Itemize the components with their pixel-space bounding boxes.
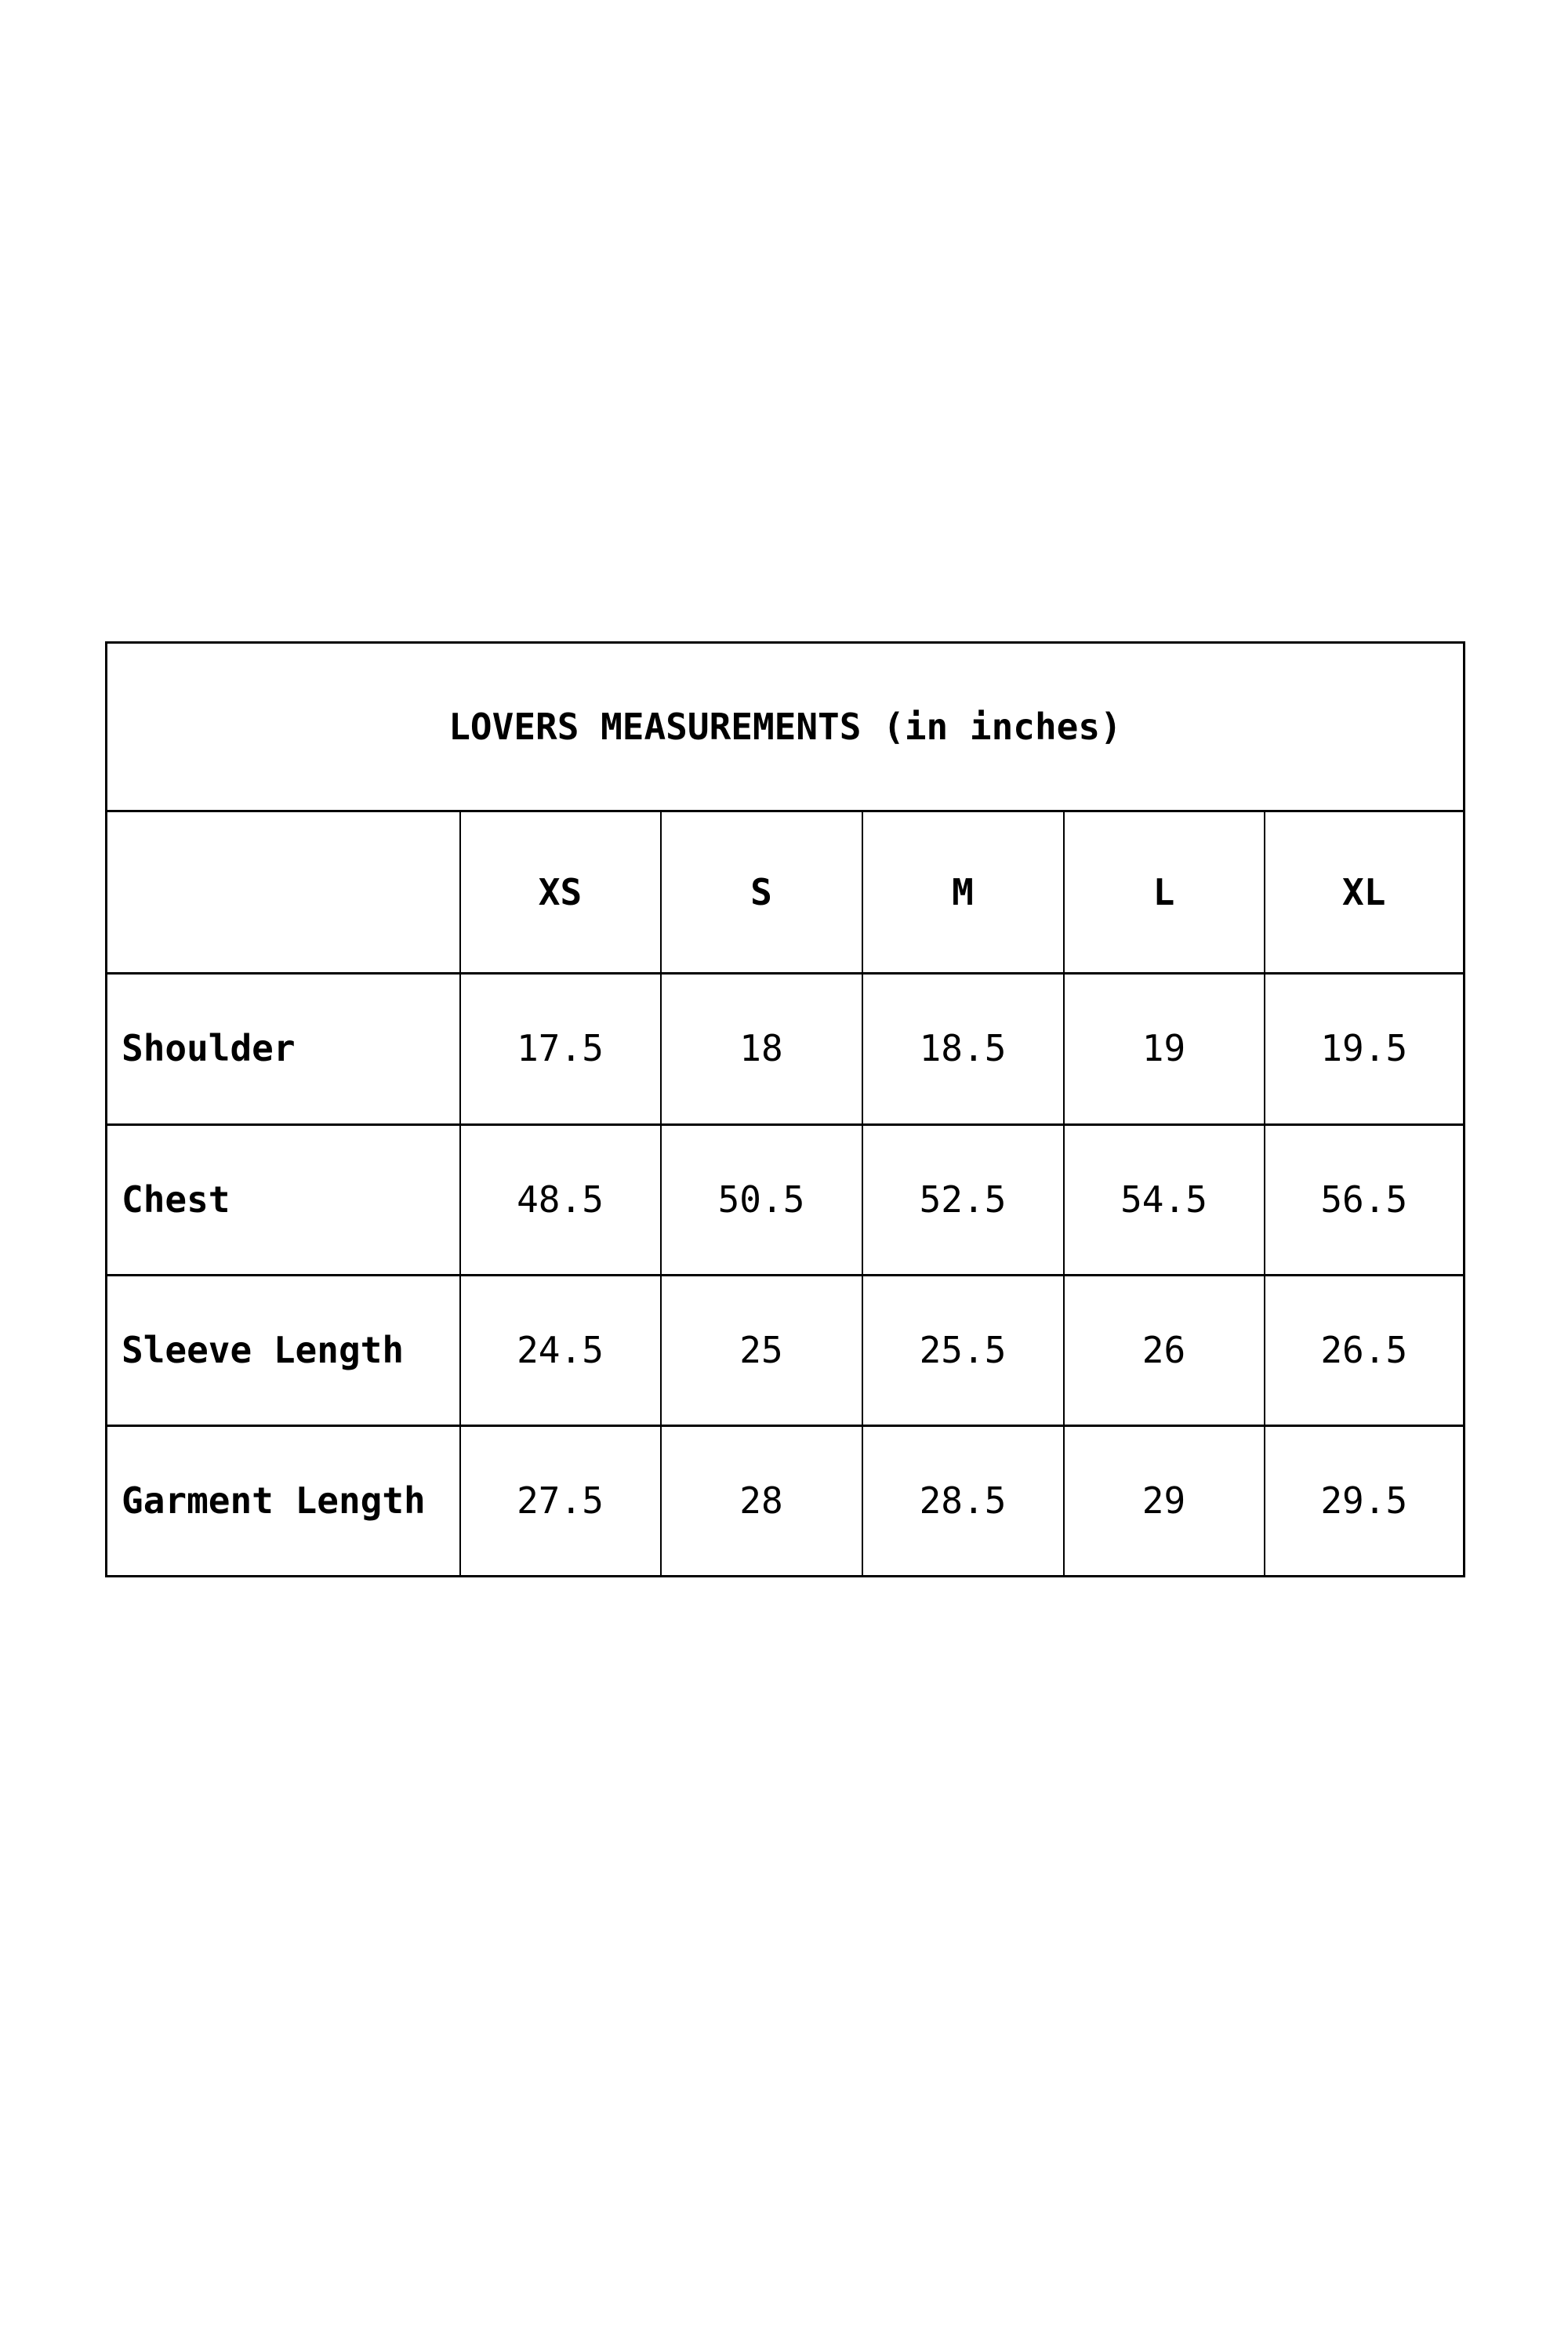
cell-value: 25 bbox=[661, 1275, 862, 1425]
cell-value: 25.5 bbox=[862, 1275, 1064, 1425]
cell-value: 50.5 bbox=[661, 1124, 862, 1275]
table-title: LOVERS MEASUREMENTS (in inches) bbox=[448, 705, 1122, 748]
cell-value: 18.5 bbox=[862, 974, 1064, 1124]
cell-value: 29 bbox=[1064, 1425, 1265, 1576]
col-header-m: M bbox=[862, 811, 1064, 974]
table-row-shoulder bbox=[107, 974, 1465, 1124]
col-header-l: L bbox=[1064, 811, 1265, 974]
table-row-garment-length bbox=[107, 1425, 1465, 1576]
table-row-sleeve-length bbox=[107, 1275, 1465, 1425]
cell-value: 52.5 bbox=[862, 1124, 1064, 1275]
cell-value: 28 bbox=[661, 1425, 862, 1576]
cell-value: 26 bbox=[1064, 1275, 1265, 1425]
size-header-row bbox=[107, 811, 1465, 974]
row-label: Sleeve Length bbox=[107, 1275, 460, 1425]
cell-value: 26.5 bbox=[1265, 1275, 1465, 1425]
cell-value: 17.5 bbox=[460, 974, 661, 1124]
cell-value: 54.5 bbox=[1064, 1124, 1265, 1275]
col-header-xl: XL bbox=[1265, 811, 1465, 974]
cell-value: 48.5 bbox=[460, 1124, 661, 1275]
cell-value: 27.5 bbox=[460, 1425, 661, 1576]
table-title-row bbox=[107, 643, 1465, 811]
corner-cell bbox=[107, 811, 460, 974]
row-label: Chest bbox=[107, 1124, 460, 1275]
size-chart-table bbox=[105, 641, 1465, 1577]
cell-value: 28.5 bbox=[862, 1425, 1064, 1576]
cell-value: 18 bbox=[661, 974, 862, 1124]
table-row-chest bbox=[107, 1124, 1465, 1275]
row-label: Garment Length bbox=[107, 1425, 460, 1576]
col-header-s: S bbox=[661, 811, 862, 974]
cell-value: 19.5 bbox=[1265, 974, 1465, 1124]
cell-value: 56.5 bbox=[1265, 1124, 1465, 1275]
cell-value: 24.5 bbox=[460, 1275, 661, 1425]
cell-value: 29.5 bbox=[1265, 1425, 1465, 1576]
cell-value: 19 bbox=[1064, 974, 1265, 1124]
row-label: Shoulder bbox=[107, 974, 460, 1124]
col-header-xs: XS bbox=[460, 811, 661, 974]
